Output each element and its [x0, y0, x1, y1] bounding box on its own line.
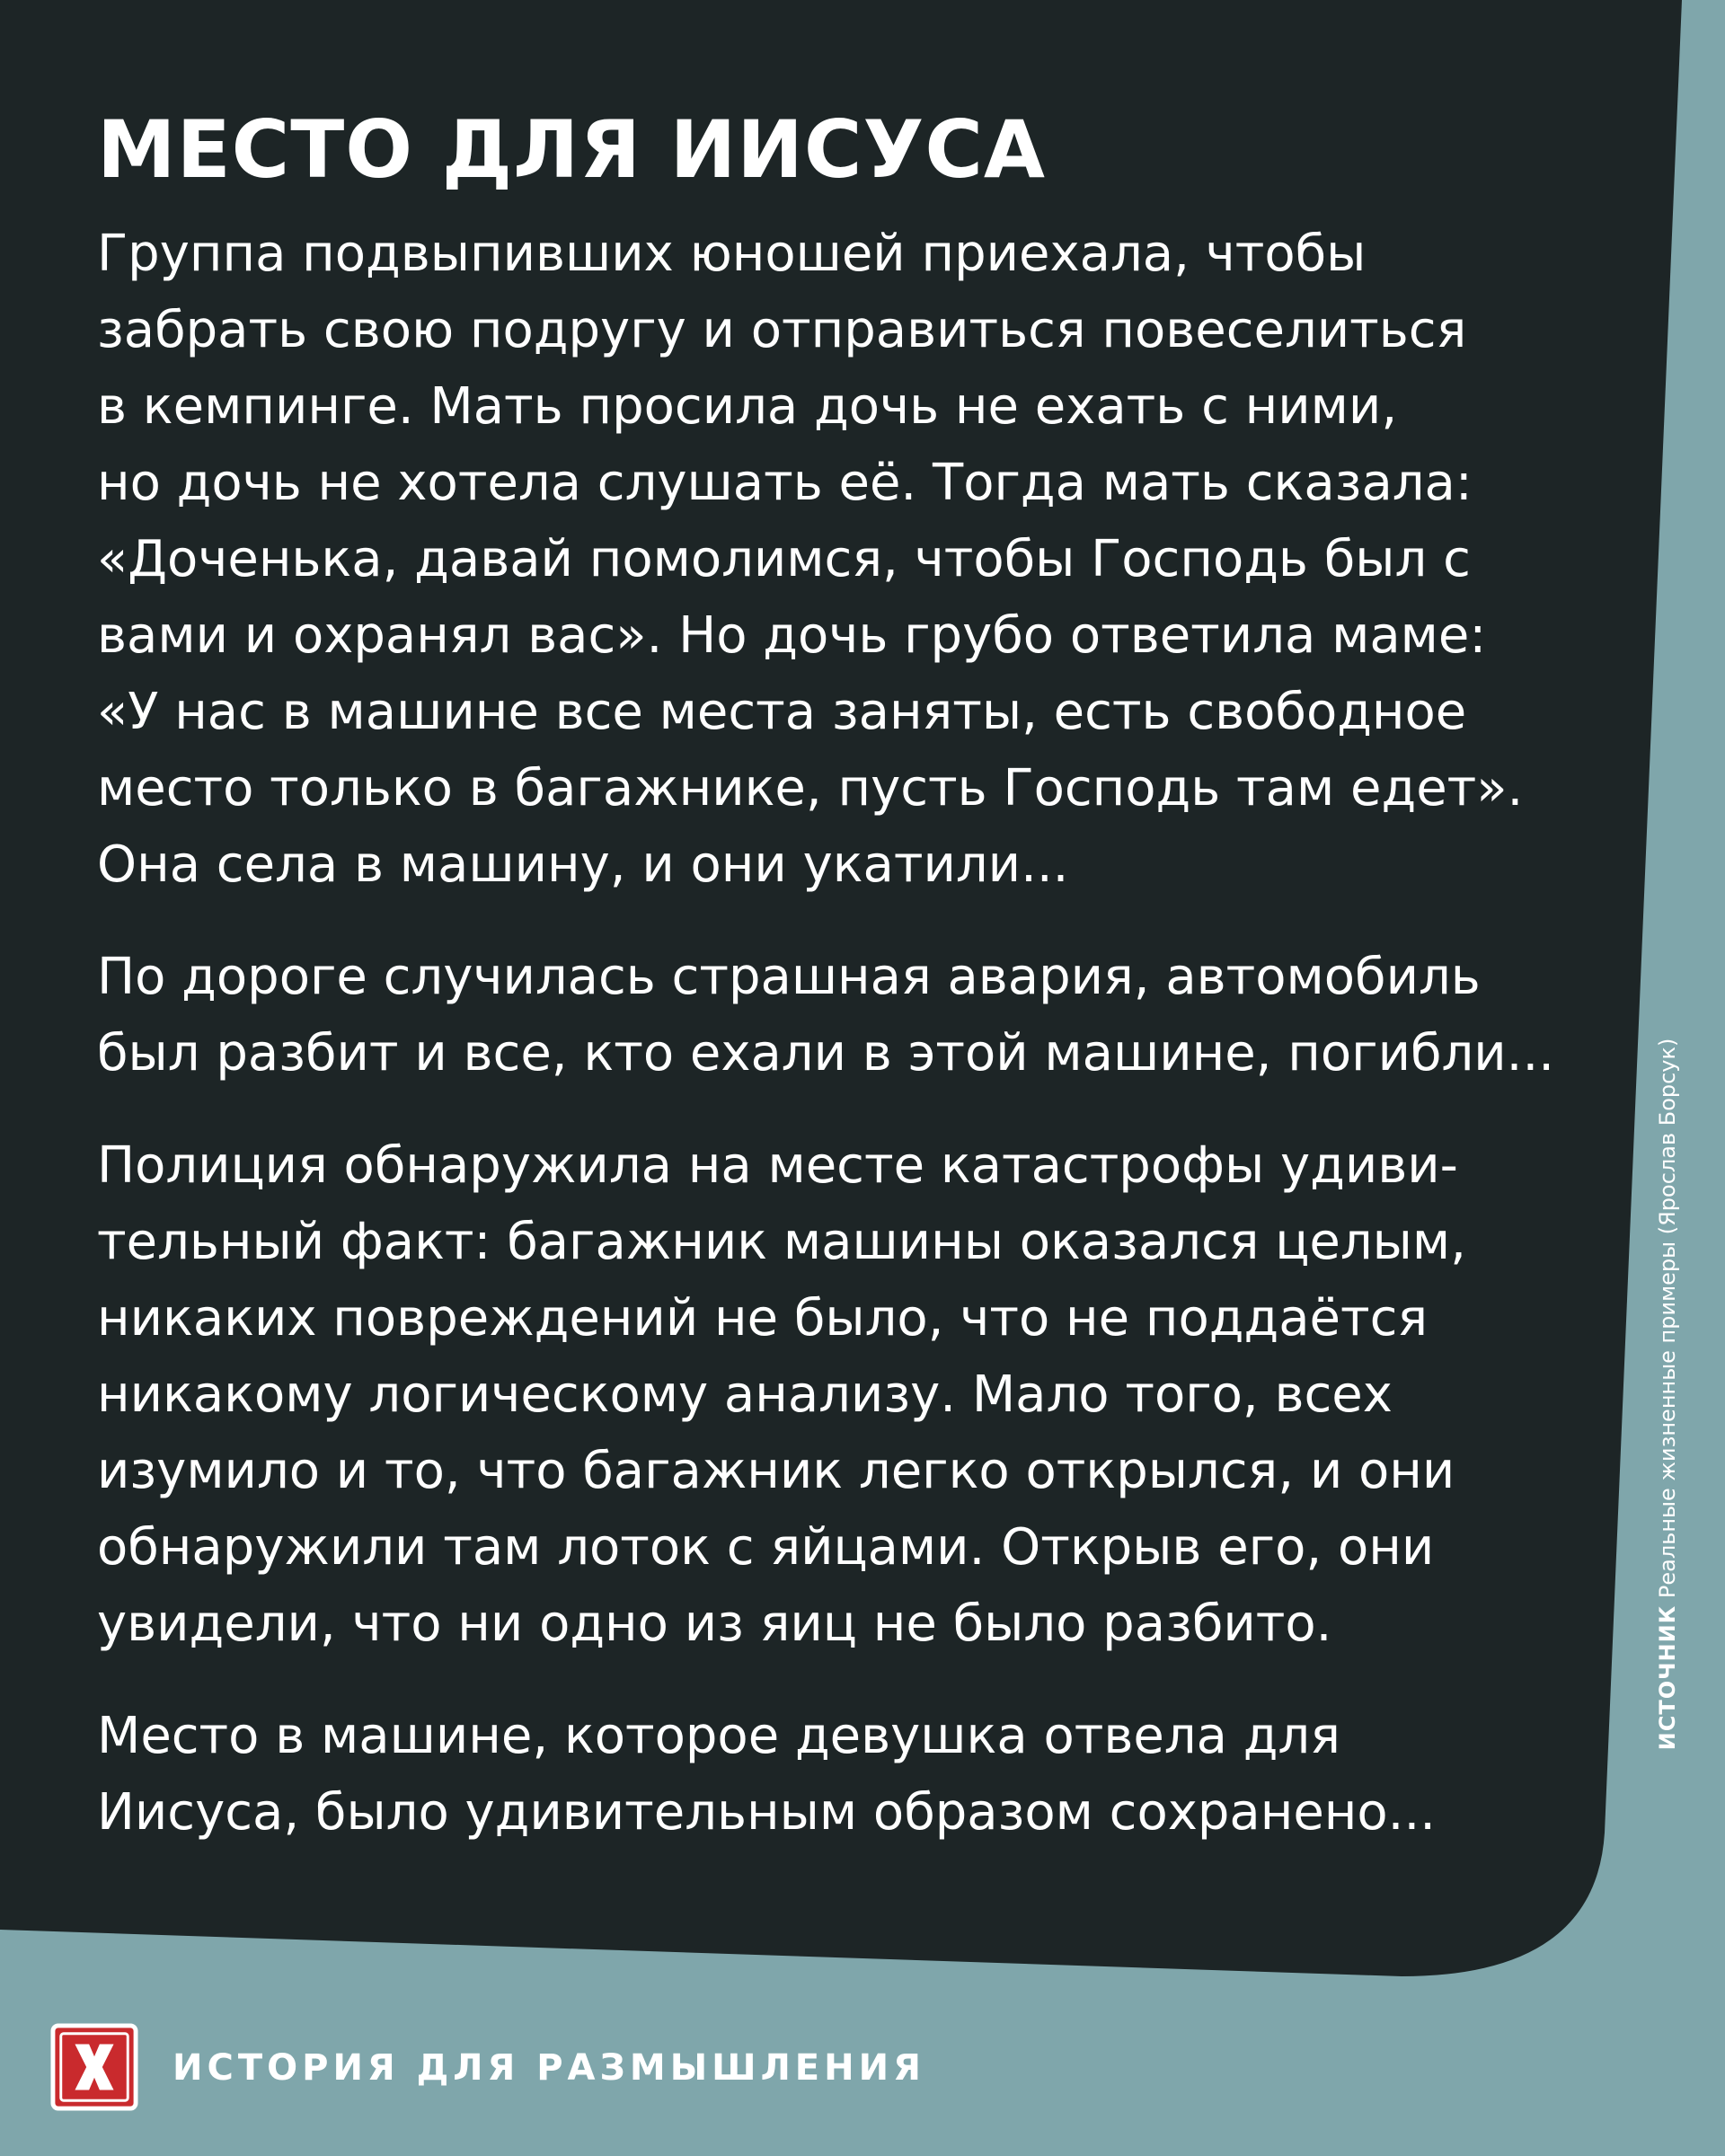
paragraph-4: [97, 1698, 1588, 1851]
paragraph-2: [97, 939, 1588, 1091]
text-line: Она села в машину, и они укатили...: [97, 835, 1069, 894]
text-line: Полиция обнаружила на месте катастрофы удиви-: [97, 1136, 1458, 1195]
text-line: «Доченька, давай помолимся, чтобы Господь был с: [97, 530, 1471, 588]
text-line: «У нас в машине все места заняты, есть свободное: [97, 683, 1467, 741]
source-text: Реальные жизненные примеры (Ярослав Борсук): [1655, 1038, 1680, 1599]
text-line: но дочь не хотела слушать её. Тогда мать сказала:: [97, 454, 1473, 512]
text-line: Группа подвыпивших юношей приехала, чтобы: [97, 225, 1367, 283]
text-line: Иисуса, было удивительным образом сохранено...: [97, 1783, 1437, 1842]
text-line: никаких повреждений не было, что не поддаётся: [97, 1289, 1429, 1348]
text-line: тельный факт: багажник машины оказался целым,: [97, 1213, 1466, 1271]
x-logo-icon: [50, 2023, 138, 2111]
text-line: Место в машине, которое девушка отвела для: [97, 1707, 1340, 1765]
text-line: место только в багажнике, пусть Господь там едет».: [97, 759, 1524, 817]
text-line: изумило и то, что багажник легко открылся, и они: [97, 1442, 1455, 1500]
footer-series-title: ИСТОРИЯ ДЛЯ РАЗМЫШЛЕНИЯ: [172, 2047, 925, 2089]
text-line: По дороге случилась страшная авария, автомобиль: [97, 948, 1481, 1006]
source-credit: [1655, 1038, 1680, 1751]
text-line: в кемпинге. Мать просила дочь не ехать с ними,: [97, 377, 1398, 436]
text-line: вами и охранял вас». Но дочь грубо ответила маме:: [97, 606, 1487, 665]
text-line: обнаружили там лоток с яйцами. Открыв его, они: [97, 1518, 1435, 1577]
text-line: забрать свою подругу и отправиться повеселиться: [97, 301, 1467, 359]
source-label: ИСТОЧНИК: [1655, 1604, 1680, 1751]
story-content: [97, 101, 1588, 1886]
paragraph-1: [97, 216, 1588, 903]
text-line: увидели, что ни одно из яиц не было разбито.: [97, 1595, 1332, 1653]
paragraph-3: [97, 1127, 1588, 1662]
text-line: был разбит и все, кто ехали в этой машине, погибли...: [97, 1024, 1555, 1082]
text-line: никакому логическому анализу. Мало того, всех: [97, 1365, 1393, 1424]
story-title: МЕСТО ДЛЯ ИИСУСА: [97, 103, 1047, 196]
